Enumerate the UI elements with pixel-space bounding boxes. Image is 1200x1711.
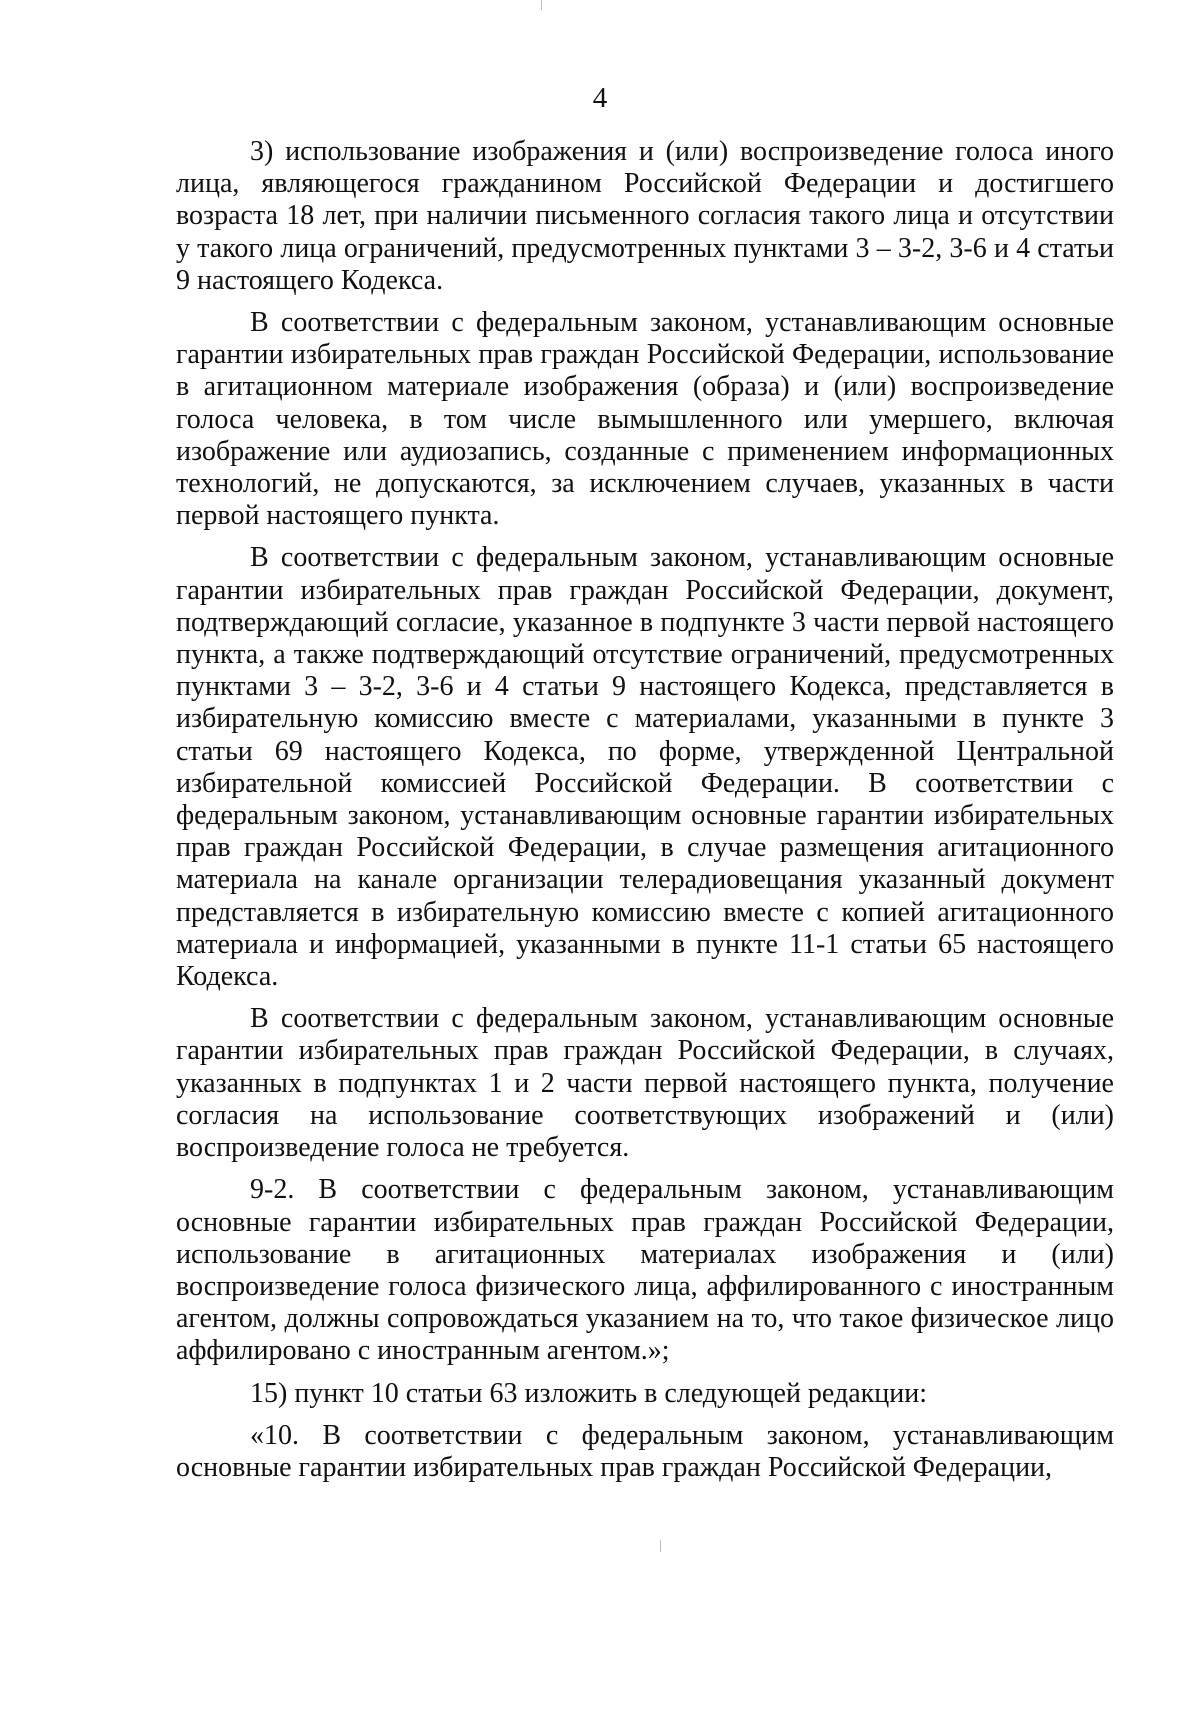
paragraph-item-3: 3) использование изображения и (или) воспроизведение голоса иного лица, являющегося гражданином Российской Федерации и достигшего возраста 18 лет, при наличии письменного согласия такого лица и отсутствии у такого лица ограничений, предусмотренных пунктами 3 – 3-2, 3-6 и 4 статьи 9 настоящего Кодекса. — [176, 136, 1114, 296]
scan-artifact-top — [541, 0, 542, 10]
paragraph-deepfake-prohibition: В соответствии с федеральным законом, устанавливающим основные гарантии избирательных прав граждан Российской Федерации, использование в агитационном материале изображения (образа) и (или) воспроизведение голоса человека, в том числе вымышленного или умершего, включая изображение или аудиозапись, созданные с применением информационных технологий, не допускаются, за исключением случаев, указанных в части первой настоящего пункта. — [176, 307, 1114, 532]
paragraph-consent-not-required: В соответствии с федеральным законом, устанавливающим основные гарантии избирательных прав граждан Российской Федерации, в случаях, указанных в подпунктах 1 и 2 части первой настоящего пункта, получение согласия на использование соответствующих изображений и (или) воспроизведение голоса не требуется. — [176, 1003, 1114, 1164]
scan-artifact-bottom — [660, 1540, 661, 1552]
paragraph-item-15: 15) пункт 10 статьи 63 изложить в следующей редакции: — [250, 1377, 928, 1409]
page-number: 4 — [592, 82, 608, 114]
paragraph-9-2-foreign-agent: 9-2. В соответствии с федеральным законом, устанавливающим основные гарантии избирательных прав граждан Российской Федерации, использование в агитационных материалах изображения и (или) воспроизведение голоса физического лица, аффилированного с иностранным агентом, должны сопровождаться указанием на то, что такое физическое лицо аффилировано с иностранным агентом.»; — [176, 1174, 1114, 1367]
document-body — [176, 136, 1114, 1494]
paragraph-10-start: «10. В соответствии с федеральным законом, устанавливающим основные гарантии избирательных прав граждан Российской Федерации, — [176, 1419, 1114, 1483]
paragraph-consent-document: В соответствии с федеральным законом, устанавливающим основные гарантии избирательных прав граждан Российской Федерации, документ, подтверждающий согласие, указанное в подпункте 3 части первой настоящего пункта, а также подтверждающий отсутствие ограничений, предусмотренных пунктами 3 – 3-2, 3-6 и 4 статьи 9 настоящего Кодекса, представляется в избирательную комиссию вместе с материалами, указанными в пункте 3 статьи 69 настоящего Кодекса, по форме, утвержденной Центральной избирательной комиссией Российской Федерации. В соответствии с федеральным законом, устанавливающим основные гарантии избирательных прав граждан Российской Федерации, в случае размещения агитационного материала на канале организации телерадиовещания указанный документ представляется в избирательную комиссию вместе с копией агитационного материала и информацией, указанными в пункте 11-1 статьи 65 настоящего Кодекса. — [176, 542, 1114, 993]
